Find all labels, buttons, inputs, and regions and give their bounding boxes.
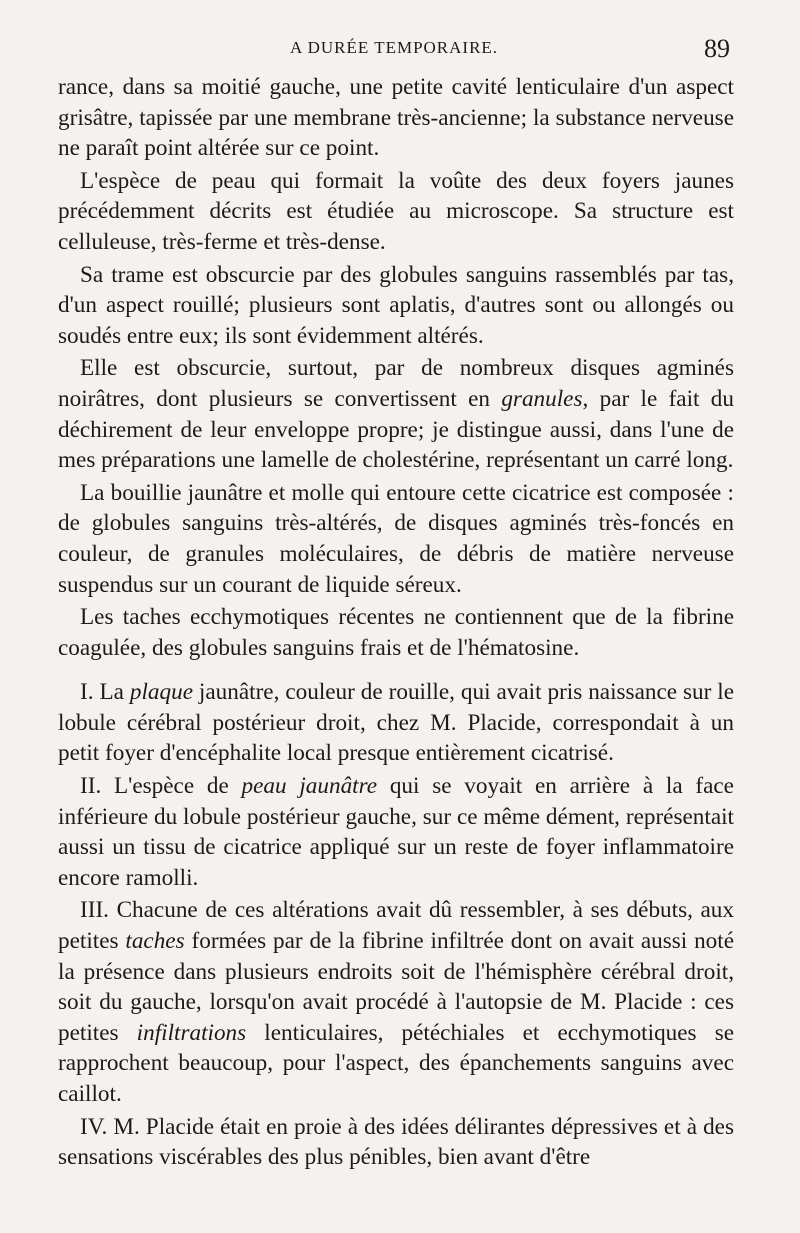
- numbered-paragraph: IV. M. Placide était en proie à des idées délirantes dépressives et à des sensations viscérables des plus pénibles, bien avant d'être: [58, 1113, 734, 1171]
- numbered-paragraph: I. La plaque jaunâtre, couleur de rouille, qui avait pris naissance sur le lobule cérébral postérieur droit, chez M. Placide, correspondait à un petit foyer d'encéphalite local presque entièrement cicatrisé.: [58, 679, 735, 767]
- paragraph: La bouillie jaunâtre et molle qui entoure cette cicatrice est composée : de globules sanguins très-altérés, de disques agminés très-foncés en couleur, de granules moléculaires, de débris de matière nerveuse suspendus sur un courant de liquide séreux.: [58, 479, 734, 598]
- emphasis: plaque: [129, 679, 193, 706]
- emphasis: infiltrations: [136, 1019, 247, 1046]
- paragraph: Elle est obscurcie, surtout, par de nombreux disques agminés noirâtres, dont plusieurs se convertissent en granules, par le fait du déchirement de leur enveloppe propre; je distingue aussi, dans l'une de mes préparations une lamelle de cholestérine, représentant un carré long.: [58, 355, 734, 474]
- emphasis: granules: [501, 385, 583, 412]
- paragraph: L'espèce de peau qui formait la voûte des deux foyers jaunes précédemment décrits est étudiée au microscope. Sa structure est celluleuse, très-ferme et très-dense.: [58, 167, 734, 255]
- paragraph: Sa trame est obscurcie par des globules sanguins rassemblés par tas, d'un aspect rouillé; plusieurs sont aplatis, d'autres sont ou allongés ou soudés entre eux; ils sont évidemment altérés.: [58, 261, 734, 349]
- page-header: [0, 34, 800, 62]
- paragraph: rance, dans sa moitié gauche, une petite cavité lenticulaire d'un aspect grisâtre, tapissée par une membrane très-ancienne; la substance nerveuse ne paraît point altérée sur ce point.: [58, 74, 734, 162]
- running-title: A DURÉE TEMPORAIRE.: [290, 38, 499, 57]
- numbered-paragraph: III. Chacune de ces altérations avait dû ressembler, à ses débuts, aux petites taches formées par de la fibrine infiltrée dont on avait aussi noté la présence dans plusieurs endroits soit de l'hémisphère cérébral droit, soit du gauche, lorsqu'on avait procédé à l'autopsie de M. Placide : ces petites infiltrations lenticulaires, pétéchiales et ecchymotiques se rapprochent beaucoup, pour l'aspect, des épanchements sanguins avec caillot.: [58, 897, 735, 1107]
- page-number: 89: [704, 34, 730, 63]
- paragraph: Les taches ecchymotiques récentes ne contiennent que de la fibrine coagulée, des globules sanguins frais et de l'hématosine.: [58, 604, 734, 661]
- page-body: [58, 72, 734, 1175]
- numbered-paragraph: II. L'espèce de peau jaunâtre qui se voyait en arrière à la face inférieure du lobule postérieur gauche, sur ce même dément, représentait aussi un tissu de cicatrice appliqué sur un reste de foyer inflammatoire encore ramolli.: [58, 773, 734, 891]
- emphasis: peau jaunâtre: [241, 773, 378, 800]
- emphasis: taches: [125, 928, 185, 955]
